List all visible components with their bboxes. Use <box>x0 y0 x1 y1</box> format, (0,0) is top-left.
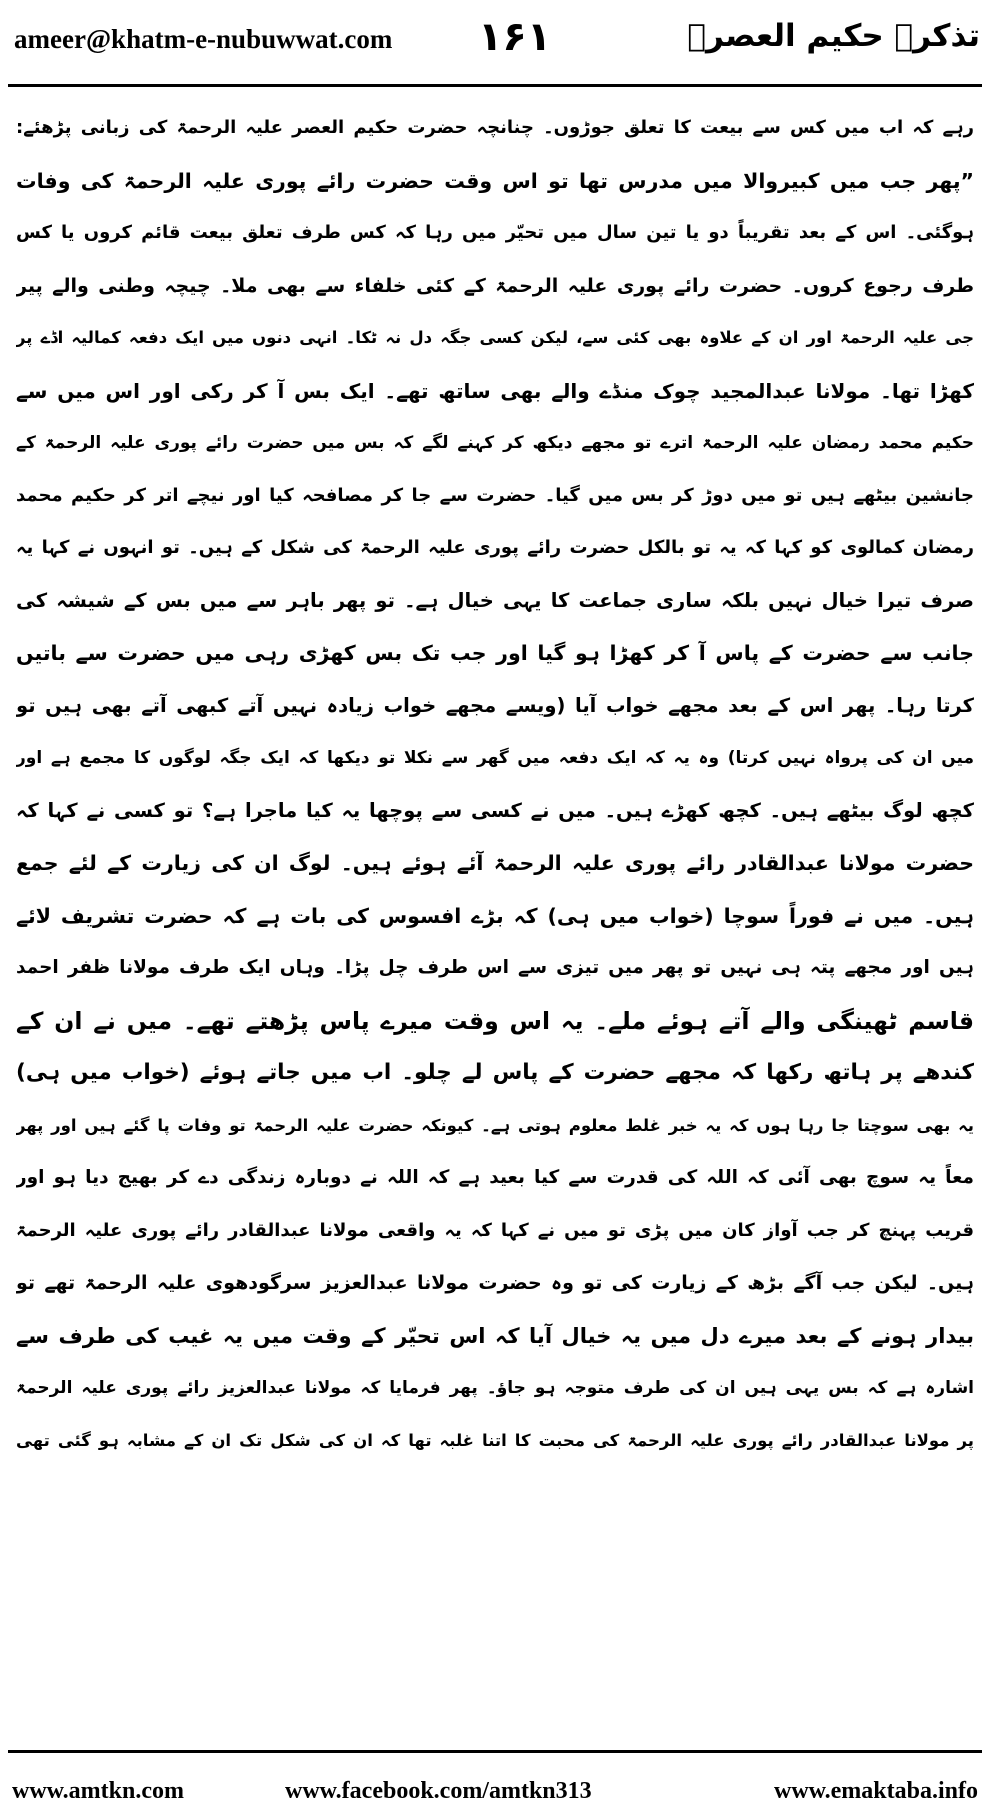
footer-link-facebook[interactable]: www.facebook.com/amtkn313 <box>285 1778 592 1804</box>
text-line: طرف رجوع کروں۔ حضرت رائے پوری علیہ الرحمۃ کے کئی خلفاء سے بھی ملا۔ چیچہ وطنی والے پیر <box>16 274 974 297</box>
text-line: کندھے پر ہاتھ رکھا کہ مجھے حضرت کے پاس لے چلو۔ اب میں جاتے ہوئے (خواب میں ہی) <box>16 1060 974 1085</box>
text-line: ہیں اور مجھے پتہ ہی نہیں تو پھر میں تیزی سے اس طرف چل پڑا۔ وہاں ایک طرف مولانا ظفر احمد <box>16 957 974 978</box>
text-line: بیدار ہونے کے بعد میرے دل میں یہ خیال آیا کہ اس تحیّر کے وقت میں یہ غیب کی طرف سے <box>16 1323 974 1348</box>
footer-link-emaktaba[interactable]: www.emaktaba.info <box>773 1778 978 1804</box>
text-line: ہیں۔ میں نے فوراً سوچا (خواب میں ہی) کہ بڑے افسوس کی بات ہے کہ حضرت تشریف لائے <box>16 903 974 928</box>
text-line: اشارہ ہے کہ بس یہی ہیں ان کی طرف متوجہ ہو جاؤ۔ پھر فرمایا کہ مولانا عبدالعزیز رائے پوری علیہ الرحمۃ <box>16 1378 974 1398</box>
footer-rule <box>8 1750 982 1753</box>
text-line: قریب پہنچ کر جب آواز کان میں پڑی تو میں نے کہا کہ یہ واقعی مولانا عبدالقادر رائے پوری علیہ الرحمۃ <box>16 1219 974 1241</box>
page-footer <box>0 1760 990 1815</box>
page-header <box>0 0 990 88</box>
header-rule <box>8 84 982 87</box>
page-number: ۱۶۱ <box>478 14 552 60</box>
text-line: جانشین بیٹھے ہیں تو میں دوڑ کر بس میں گیا۔ حضرت سے جا کر مصافحہ کیا اور نیچے اتر کر حکیم محمد <box>16 484 974 506</box>
text-line: ”پھر جب میں کبیروالا میں مدرس تھا تو اس وقت حضرت رائے پوری علیہ الرحمۃ کی وفات <box>16 168 974 193</box>
text-line: ہوگئی۔ اس کے بعد تقریباً دو یا تین سال میں تحیّر میں رہا کہ کس طرف تعلق بیعت قائم کروں یا کس <box>16 222 974 243</box>
text-line: حضرت مولانا عبدالقادر رائے پوری علیہ الرحمۃ آئے ہوئے ہیں۔ لوگ ان کی زیارت کے لئے جمع <box>16 851 974 875</box>
header-email: ameer@khatm-e-nubuwwat.com <box>14 24 393 54</box>
body-text <box>16 102 974 1727</box>
text-line: میں ان کی پرواہ نہیں کرتا) وہ یہ کہ ایک دفعہ میں گھر سے نکلا تو دیکھا کہ ایک جگہ لوگوں کا مجمع ہے اور <box>16 748 974 768</box>
text-line: جانب سے حضرت کے پاس آ کر کھڑا ہو گیا اور جب تک بس کھڑی رہی میں حضرت سے باتیں <box>16 641 974 665</box>
text-line: معاً یہ سوچ بھی آئی کہ اللہ کی قدرت سے کیا بعید ہے کہ اللہ نے دوبارہ زندگی دے کر بھیج دیا ہو اور <box>16 1167 974 1188</box>
text-line: رمضان کمالوی کو کہا کہ یہ تو بالکل حضرت رائے پوری علیہ الرحمۃ کی شکل کے ہیں۔ تو انہوں نے کہا یہ <box>16 537 974 558</box>
text-line: قاسم ٹھینگی والے آتے ہوئے ملے۔ یہ اس وقت میرے پاس پڑھتے تھے۔ میں نے ان کے <box>16 1006 974 1035</box>
text-line: صرف تیرا خیال نہیں بلکہ ساری جماعت کا یہی خیال ہے۔ تو پھر باہر سے میں بس کے شیشہ کی <box>16 588 974 612</box>
text-line: جی علیہ الرحمۃ اور ان کے علاوہ بھی کئی سے، لیکن کسی جگہ دل نہ ٹکا۔ انہی دنوں میں ایک دفعہ کمالیہ اڈے پر <box>16 328 974 347</box>
text-line: کچھ لوگ بیٹھے ہیں۔ کچھ کھڑے ہیں۔ میں نے کسی سے پوچھا یہ کیا ماجرا ہے؟ تو کسی نے کہا کہ <box>16 798 974 822</box>
text-line: حکیم محمد رمضان علیہ الرحمۃ اترے تو مجھے دیکھ کر کہنے لگے کہ بس میں حضرت رائے پوری علیہ الرحمۃ کے <box>16 433 974 453</box>
text-line <box>16 1467 974 1520</box>
text-line: رہے کہ اب میں کس سے بیعت کا تعلق جوڑوں۔ چنانچہ حضرت حکیم العصر علیہ الرحمۃ کی زبانی پڑھئے: <box>16 117 974 138</box>
book-title: تذکرہ حکیم العصرؒ <box>687 18 980 54</box>
text-line: یہ بھی سوچتا جا رہا ہوں کہ یہ خبر غلط معلوم ہوتی ہے۔ کیونکہ حضرت علیہ الرحمۃ تو وفات پا گئے ہیں اور پھر <box>16 1115 974 1135</box>
text-line: کرتا رہا۔ پھر اس کے بعد مجھے خواب آیا (ویسے مجھے خواب زیادہ نہیں آتے کبھی آتے بھی ہیں تو <box>16 693 974 717</box>
text-line: پر مولانا عبدالقادر رائے پوری علیہ الرحمۃ کی محبت کا اتنا غلبہ تھا کہ ان کی شکل تک ان کے مشابہ ہو گئی تھی <box>16 1430 974 1450</box>
text-line: ہیں۔ لیکن جب آگے بڑھ کے زیارت کی تو وہ حضرت مولانا عبدالعزیز سرگودھوی علیہ الرحمۃ تھے تو <box>16 1272 974 1294</box>
text-line: کھڑا تھا۔ مولانا عبدالمجید چوک منڈے والے بھی ساتھ تھے۔ ایک بس آ کر رکی اور اس میں سے <box>16 378 974 403</box>
footer-link-amtkn[interactable]: www.amtkn.com <box>12 1778 184 1804</box>
